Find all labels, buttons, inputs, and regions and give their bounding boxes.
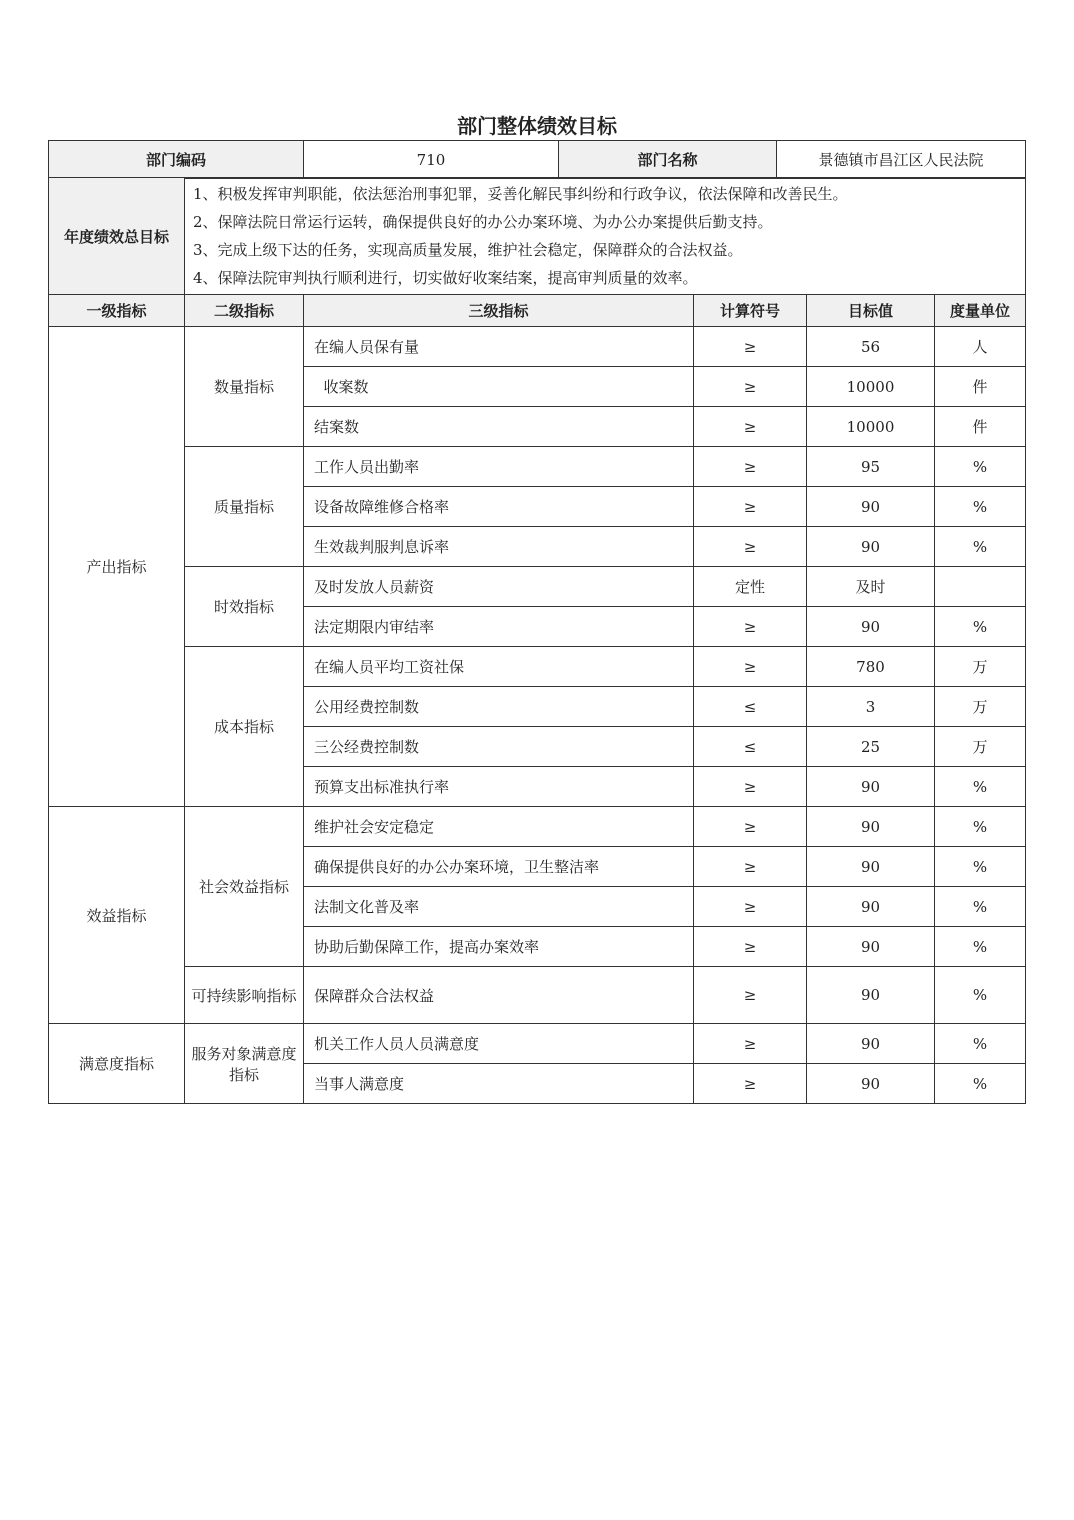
target-value: 95 — [807, 447, 935, 487]
table-row — [49, 1024, 1026, 1064]
unit: % — [935, 887, 1026, 927]
unit: 件 — [935, 407, 1026, 447]
operator: ≥ — [694, 647, 807, 687]
target-value: 90 — [807, 887, 935, 927]
indicator-name: 协助后勤保障工作，提高办案效率 — [304, 927, 694, 967]
indicator-name: 维护社会安定稳定 — [304, 807, 694, 847]
operator: ≥ — [694, 967, 807, 1024]
target-value: 10000 — [807, 367, 935, 407]
table-row — [49, 447, 1026, 487]
indicator-name: 设备故障维修合格率 — [304, 487, 694, 527]
indicator-name: 在编人员保有量 — [304, 327, 694, 367]
target-value: 及时 — [807, 567, 935, 607]
level2-indicator: 成本指标 — [185, 647, 304, 807]
unit: % — [935, 1064, 1026, 1104]
operator: ≥ — [694, 1064, 807, 1104]
unit: % — [935, 807, 1026, 847]
operator: ≥ — [694, 607, 807, 647]
operator: ≥ — [694, 487, 807, 527]
table-row — [49, 567, 1026, 607]
dept-info-table — [48, 140, 1026, 179]
level1-indicator: 效益指标 — [49, 807, 185, 1024]
table-row — [49, 807, 1026, 847]
goal-item: 4、保障法院审判执行顺利进行，切实做好收案结案，提高审判质量的效率。 — [193, 269, 698, 287]
level2-indicator: 数量指标 — [185, 327, 304, 447]
header-unit: 度量单位 — [935, 295, 1026, 327]
indicator-name: 公用经费控制数 — [304, 687, 694, 727]
operator: ≥ — [694, 887, 807, 927]
indicator-name: 保障群众合法权益 — [304, 967, 694, 1024]
header-level3: 三级指标 — [304, 295, 694, 327]
unit: 万 — [935, 727, 1026, 767]
unit: % — [935, 447, 1026, 487]
target-value: 90 — [807, 807, 935, 847]
operator: ≥ — [694, 1024, 807, 1064]
table-row — [49, 327, 1026, 367]
indicator-name: 法制文化普及率 — [304, 887, 694, 927]
target-value: 90 — [807, 487, 935, 527]
target-value: 10000 — [807, 407, 935, 447]
target-value: 90 — [807, 607, 935, 647]
level1-indicator: 满意度指标 — [49, 1024, 185, 1104]
target-value: 90 — [807, 767, 935, 807]
unit — [935, 567, 1026, 607]
operator: ≥ — [694, 807, 807, 847]
target-value: 90 — [807, 1064, 935, 1104]
unit: 万 — [935, 647, 1026, 687]
level1-indicator: 产出指标 — [49, 327, 185, 807]
goal-item: 1、积极发挥审判职能，依法惩治刑事犯罪，妥善化解民事纠纷和行政争议，依法保障和改善民生。 — [193, 185, 848, 203]
unit: % — [935, 767, 1026, 807]
unit: 万 — [935, 687, 1026, 727]
indicator-name: 及时发放人员薪资 — [304, 567, 694, 607]
operator: ≥ — [694, 847, 807, 887]
target-value: 90 — [807, 927, 935, 967]
unit: % — [935, 527, 1026, 567]
goal-item: 2、保障法院日常运行运转，确保提供良好的办公办案环境、为办公办案提供后勤支持。 — [193, 213, 773, 231]
dept-name: 景德镇市昌江区人民法院 — [777, 141, 1026, 179]
indicator-name: 收案数 — [304, 367, 694, 407]
indicator-table — [48, 177, 1026, 1104]
dept-code: 710 — [304, 141, 559, 179]
operator: ≥ — [694, 527, 807, 567]
indicator-name: 生效裁判服判息诉率 — [304, 527, 694, 567]
operator: ≥ — [694, 927, 807, 967]
header-operator: 计算符号 — [694, 295, 807, 327]
goal-item: 3、完成上级下达的任务，实现高质量发展，维护社会稳定，保障群众的合法权益。 — [193, 241, 743, 259]
unit: % — [935, 967, 1026, 1024]
table-row — [49, 647, 1026, 687]
unit: % — [935, 927, 1026, 967]
indicator-name: 法定期限内审结率 — [304, 607, 694, 647]
indicator-name: 三公经费控制数 — [304, 727, 694, 767]
level2-indicator: 质量指标 — [185, 447, 304, 567]
operator: ≤ — [694, 727, 807, 767]
indicator-name: 在编人员平均工资社保 — [304, 647, 694, 687]
header-level2: 二级指标 — [185, 295, 304, 327]
target-value: 90 — [807, 527, 935, 567]
unit: % — [935, 607, 1026, 647]
target-value: 56 — [807, 327, 935, 367]
operator: ≥ — [694, 767, 807, 807]
unit: % — [935, 847, 1026, 887]
unit: % — [935, 487, 1026, 527]
indicator-name: 机关工作人员人员满意度 — [304, 1024, 694, 1064]
header-level1: 一级指标 — [49, 295, 185, 327]
target-value: 90 — [807, 967, 935, 1024]
operator: 定性 — [694, 567, 807, 607]
level2-indicator: 社会效益指标 — [185, 807, 304, 967]
indicator-name: 预算支出标准执行率 — [304, 767, 694, 807]
unit: % — [935, 1024, 1026, 1064]
operator: ≥ — [694, 327, 807, 367]
unit: 件 — [935, 367, 1026, 407]
target-value: 90 — [807, 847, 935, 887]
target-value: 3 — [807, 687, 935, 727]
level2-indicator: 可持续影响指标 — [185, 967, 304, 1024]
operator: ≥ — [694, 407, 807, 447]
operator: ≥ — [694, 367, 807, 407]
indicator-name: 工作人员出勤率 — [304, 447, 694, 487]
header-target: 目标值 — [807, 295, 935, 327]
dept-name-label: 部门名称 — [559, 141, 777, 179]
target-value: 90 — [807, 1024, 935, 1064]
indicator-name: 确保提供良好的办公办案环境，卫生整洁率 — [304, 847, 694, 887]
indicator-name: 当事人满意度 — [304, 1064, 694, 1104]
table-row — [49, 967, 1026, 1024]
level2-indicator: 服务对象满意度指标 — [185, 1024, 304, 1104]
goals-text — [185, 178, 1026, 295]
level2-indicator: 时效指标 — [185, 567, 304, 647]
operator: ≤ — [694, 687, 807, 727]
page-title: 部门整体绩效目标 — [457, 114, 617, 138]
dept-code-label: 部门编码 — [49, 141, 304, 179]
indicator-name: 结案数 — [304, 407, 694, 447]
operator: ≥ — [694, 447, 807, 487]
target-value: 780 — [807, 647, 935, 687]
target-value: 25 — [807, 727, 935, 767]
unit: 人 — [935, 327, 1026, 367]
goals-label: 年度绩效总目标 — [49, 178, 185, 295]
